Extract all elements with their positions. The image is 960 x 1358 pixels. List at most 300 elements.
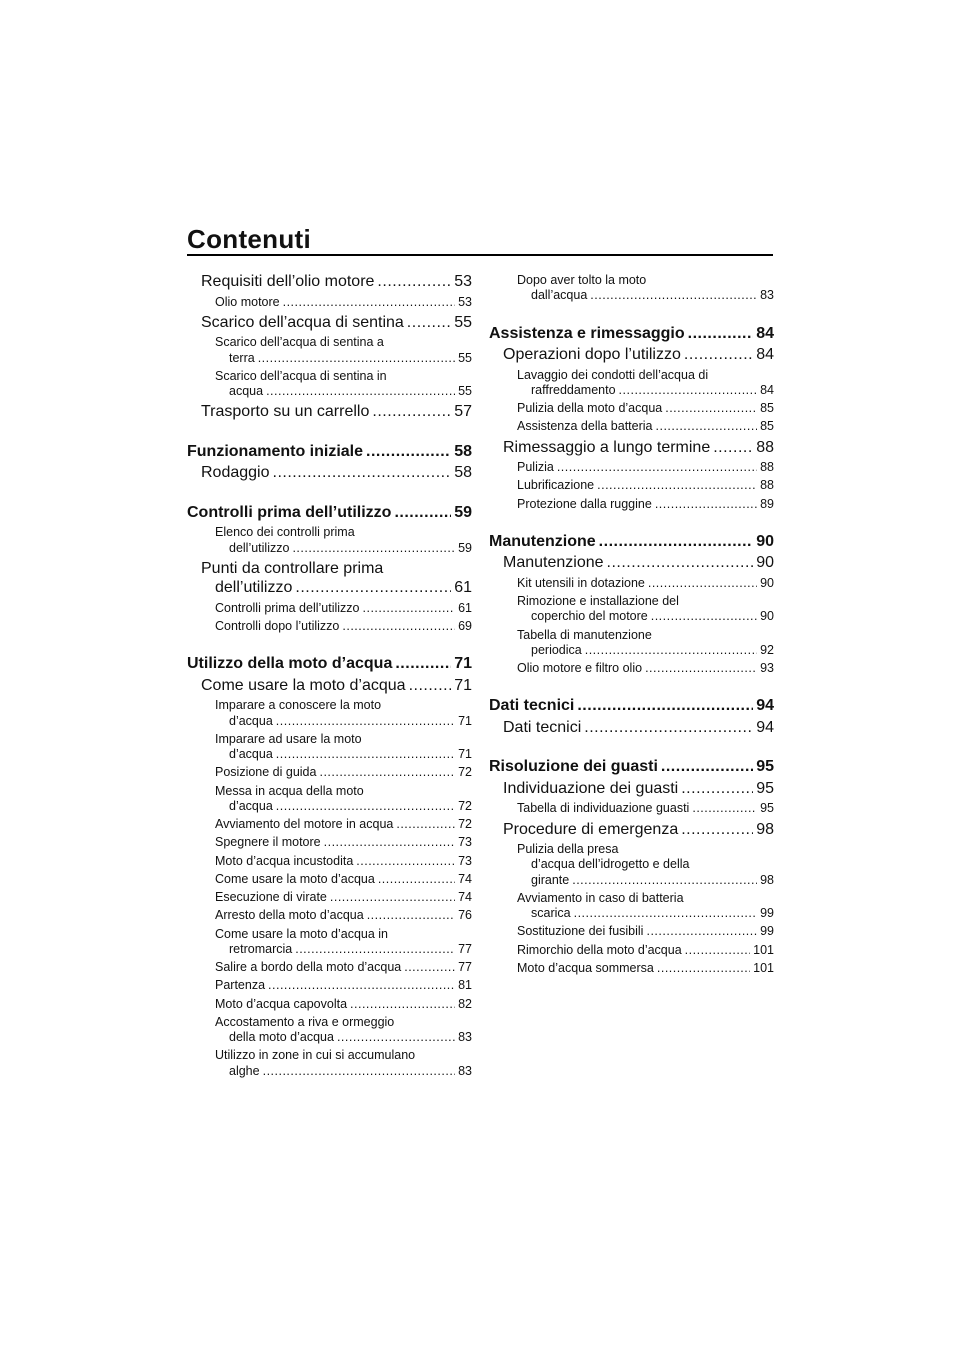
toc-page-number: 59 (454, 503, 472, 521)
toc-entry-row (503, 438, 774, 458)
toc-entry-line: d’acqua dell’idrogetto e della (531, 857, 690, 872)
dot-leader (692, 801, 757, 816)
toc-page-number: 101 (753, 942, 774, 957)
toc-entry-title: Operazioni dopo l’utilizzo (503, 346, 681, 364)
toc-entry-row (215, 908, 472, 923)
toc-page-number: 99 (760, 924, 774, 939)
toc-entry-line: Scarico dell’acqua di sentina in (215, 368, 387, 383)
toc-entry-row (503, 553, 774, 573)
toc-entry[interactable] (187, 1048, 472, 1079)
toc-entry-row (187, 654, 472, 674)
toc-entry-title: Trasporto su un carrello (201, 403, 370, 421)
toc-entry[interactable] (489, 594, 774, 625)
toc-entry-title: Olio motore e filtro olio (517, 661, 643, 676)
toc-entry[interactable] (187, 817, 472, 832)
toc-page-number: 90 (760, 609, 774, 624)
toc-entry-title: Protezione dalla ruggine (517, 496, 652, 511)
dot-leader (295, 942, 455, 957)
toc-entry-title: Dati tecnici (503, 718, 582, 736)
toc-entry-row (215, 351, 472, 366)
dot-leader (655, 497, 757, 512)
dot-leader (350, 997, 455, 1012)
dot-leader (363, 601, 456, 616)
toc-entry-row (215, 765, 472, 780)
dot-leader (656, 419, 758, 434)
toc-entry-row (517, 961, 774, 976)
dot-leader (665, 401, 757, 416)
toc-entry[interactable] (489, 273, 774, 304)
toc-page-number: 53 (458, 294, 472, 309)
dot-leader (681, 820, 753, 840)
title-rule (187, 254, 773, 256)
dot-leader (396, 817, 455, 832)
dot-leader (599, 532, 754, 552)
toc-entry-title: d’acqua (229, 713, 273, 728)
toc-entry-title: acqua (229, 384, 264, 399)
toc-entry-title: coperchio del motore (531, 609, 648, 624)
toc-page-number: 55 (458, 350, 472, 365)
toc-entry-row (215, 1064, 472, 1079)
toc-entry-title: Controlli prima dell’utilizzo (215, 600, 360, 615)
toc-page-number: 58 (454, 464, 472, 482)
toc-entry-title: Individuazione dei guasti (503, 779, 679, 797)
toc-page-number: 61 (454, 579, 472, 597)
toc-page-number: 58 (454, 442, 472, 460)
toc-entry-title: Come usare la moto d’acqua (201, 676, 406, 694)
toc-page-number: 72 (458, 817, 472, 832)
dot-leader (713, 438, 753, 458)
toc-entry-title: Scarico dell’acqua di sentina (201, 313, 404, 331)
toc-entry-title: dell’utilizzo (215, 579, 293, 597)
toc-entry-row (215, 978, 472, 993)
toc-entry-row (489, 757, 774, 777)
toc-page-number: 74 (458, 890, 472, 905)
toc-entry[interactable] (187, 1015, 472, 1046)
toc-entry[interactable] (187, 619, 472, 634)
toc-entry-row (517, 288, 774, 303)
toc-page-number: 83 (760, 288, 774, 303)
toc-entry-title: della moto d’acqua (229, 1030, 334, 1045)
toc-entry-line: Come usare la moto d’acqua in (215, 926, 389, 941)
toc-entry-title: retromarcia (229, 941, 293, 956)
toc-entry-row (489, 324, 774, 344)
toc-page-number: 83 (458, 1063, 472, 1078)
toc-entry-row (517, 924, 774, 939)
dot-leader (590, 288, 757, 303)
dot-leader (342, 619, 455, 634)
dot-leader (646, 924, 757, 939)
toc-page-number: 88 (756, 438, 774, 456)
toc-entry-line: Rimozione e installazione del (517, 594, 679, 609)
dot-leader (574, 906, 758, 921)
toc-entry-title: Utilizzo della moto d’acqua (187, 655, 393, 673)
toc-section-heading[interactable] (489, 324, 774, 344)
toc-entry[interactable] (489, 368, 774, 399)
toc-entry-title: Salire a bordo della moto d’acqua (215, 960, 402, 975)
toc-page-number: 71 (458, 713, 472, 728)
toc-entry-title: Risoluzione dei guasti (489, 758, 658, 776)
toc-entry-row (517, 478, 774, 493)
toc-entry[interactable] (489, 779, 774, 799)
toc-entry-title: Kit utensili in dotazione (517, 575, 645, 590)
dot-leader (273, 463, 452, 483)
toc-page-number: 83 (458, 1030, 472, 1045)
toc-entry-row (215, 1030, 472, 1045)
toc-entry-title: Rimessaggio a lungo termine (503, 438, 711, 456)
dot-leader (645, 661, 757, 676)
dot-leader (367, 908, 455, 923)
toc-entry-title: girante (531, 872, 570, 887)
toc-entry[interactable] (187, 559, 472, 598)
toc-entry-row (201, 463, 472, 483)
toc-page-number: 77 (458, 941, 472, 956)
dot-leader (276, 799, 455, 814)
toc-entry-row (503, 820, 774, 840)
toc-entry-title: Come usare la moto d’acqua (215, 871, 375, 886)
toc-entry[interactable] (489, 497, 774, 512)
toc-entry-row (517, 497, 774, 512)
dot-leader (263, 1064, 456, 1079)
toc-entry-line: Imparare a conoscere la moto (215, 698, 382, 713)
toc-entry-row (517, 943, 774, 958)
toc-page-number: 77 (458, 960, 472, 975)
dot-leader (283, 295, 455, 310)
toc-entry-line: Imparare ad usare la moto (215, 731, 362, 746)
toc-entry-row (201, 402, 472, 422)
toc-entry-row (215, 942, 472, 957)
dot-leader (607, 553, 754, 573)
toc-entry-title: Lubrificazione (517, 478, 595, 493)
toc-entry[interactable] (187, 525, 472, 556)
toc-entry-title: scarica (531, 906, 571, 921)
toc-page-number: 81 (458, 978, 472, 993)
toc-entry-line: Tabella di manutenzione (517, 627, 652, 642)
toc-entry-title: terra (229, 350, 255, 365)
toc-entry[interactable] (187, 872, 472, 887)
toc-entry-row (489, 696, 774, 716)
toc-section-heading[interactable] (489, 696, 774, 716)
toc-entry-row (215, 997, 472, 1012)
toc-entry[interactable] (187, 978, 472, 993)
toc-entry-row (215, 747, 472, 762)
toc-page-number: 94 (756, 718, 774, 736)
dot-leader (404, 960, 455, 975)
toc-page-number: 73 (458, 853, 472, 868)
toc-entry-title: Esecuzione di virate (215, 890, 327, 905)
toc-entry-row (517, 576, 774, 591)
toc-page-number: 73 (458, 835, 472, 850)
toc-entry-row (215, 619, 472, 634)
dot-leader (377, 272, 451, 292)
toc-entry[interactable] (187, 997, 472, 1012)
toc-entry[interactable] (489, 820, 774, 840)
toc-entry[interactable] (489, 661, 774, 676)
toc-entry-title: dall’acqua (531, 288, 588, 303)
toc-entry-row (201, 272, 472, 292)
dot-leader (378, 872, 455, 887)
toc-page-number: 85 (760, 419, 774, 434)
toc-entry-row (215, 960, 472, 975)
toc-entry-title: Requisiti dell’olio motore (201, 273, 375, 290)
toc-entry-line: Punti da controllare prima (201, 559, 384, 577)
toc-entry-title: Moto d’acqua capovolta (215, 996, 348, 1011)
toc-entry-title: Rimorchio della moto d’acqua (517, 942, 682, 957)
toc-entry-line: Dopo aver tolto la moto (517, 273, 647, 287)
toc-entry-row (503, 345, 774, 365)
toc-entry[interactable] (187, 313, 472, 333)
toc-section-heading[interactable] (489, 532, 774, 552)
toc-entry-title: dell’utilizzo (229, 540, 290, 555)
toc-entry-title: Posizione di guida (215, 765, 317, 780)
toc-page-number: 84 (760, 382, 774, 397)
toc-entry[interactable] (187, 765, 472, 780)
toc-entry-title: Rodaggio (201, 464, 270, 482)
page-title: Contenuti (187, 224, 312, 254)
toc-page-number: 88 (760, 478, 774, 493)
toc-entry-row (201, 676, 472, 696)
toc-page-number: 53 (454, 273, 472, 290)
toc-entry[interactable] (187, 908, 472, 923)
toc-entry[interactable] (489, 943, 774, 958)
toc-entry[interactable] (187, 960, 472, 975)
dot-leader (409, 676, 452, 696)
dot-leader (661, 757, 753, 777)
toc-entry-row (517, 460, 774, 475)
dot-leader (585, 643, 757, 658)
toc-entry[interactable] (489, 419, 774, 434)
toc-page-number: 90 (756, 554, 774, 572)
dot-leader (356, 854, 455, 869)
toc-page-number: 89 (760, 496, 774, 511)
toc-entry-row (215, 890, 472, 905)
dot-leader (295, 578, 451, 598)
toc-entry-title: raffreddamento (531, 382, 616, 397)
dot-leader (319, 765, 455, 780)
toc-entry[interactable] (187, 676, 472, 696)
dot-leader (268, 978, 455, 993)
toc-entry-line: Avviamento in caso di batteria (517, 890, 684, 905)
toc-page-number: 71 (454, 676, 472, 694)
toc-page-number: 88 (760, 460, 774, 475)
toc-page-number: 90 (756, 532, 774, 550)
toc-entry-title: Tabella di individuazione guasti (517, 801, 690, 816)
toc-section-heading[interactable] (187, 654, 472, 674)
dot-leader (407, 313, 451, 333)
toc-section-heading[interactable] (187, 442, 472, 462)
toc-entry-title: Assistenza della batteria (517, 419, 653, 434)
toc-entry-row (517, 419, 774, 434)
toc-page-number: 55 (458, 384, 472, 399)
toc-entry-title: Funzionamento iniziale (187, 442, 364, 460)
toc-entry-row (517, 661, 774, 676)
toc-entry-title: Arresto della moto d’acqua (215, 908, 364, 923)
toc-page-number: 98 (760, 872, 774, 887)
toc-page-number: 59 (458, 540, 472, 555)
toc-entry[interactable] (489, 961, 774, 976)
toc-entry[interactable] (489, 553, 774, 573)
toc-page-number: 74 (458, 871, 472, 886)
toc-entry[interactable] (187, 601, 472, 616)
toc-page-number: 93 (760, 661, 774, 676)
toc-page-number: 92 (760, 642, 774, 657)
toc-entry-title: Spegnere il motore (215, 835, 321, 850)
toc-entry-row (215, 601, 472, 616)
toc-entry-title: d’acqua (229, 798, 273, 813)
toc-entry-row (517, 873, 774, 888)
toc-entry[interactable] (489, 401, 774, 416)
dot-leader (648, 576, 757, 591)
toc-entry-row (503, 779, 774, 799)
toc-entry-line: Scarico dell’acqua di sentina a (215, 335, 384, 350)
dot-leader (394, 503, 451, 523)
toc-page-number: 98 (756, 820, 774, 838)
toc-entry[interactable] (187, 402, 472, 422)
toc-entry-title: Sostituzione dei fusibili (517, 924, 644, 939)
toc-entry[interactable] (489, 460, 774, 475)
dot-leader (366, 442, 451, 462)
toc-entry-title: periodica (531, 642, 582, 657)
toc-page-number: 72 (458, 765, 472, 780)
toc-entry-row (517, 401, 774, 416)
toc-entry[interactable] (187, 854, 472, 869)
toc-right-column (489, 270, 774, 979)
toc-entry-title: Dati tecnici (489, 697, 575, 715)
toc-page-number: 82 (458, 996, 472, 1011)
dot-leader (258, 351, 455, 366)
toc-entry-row (201, 578, 472, 598)
toc-section-heading[interactable] (187, 503, 472, 523)
toc-entry-title: Olio motore (215, 294, 280, 309)
toc-entry-line: Elenco dei controlli prima (215, 525, 355, 540)
dot-leader (292, 541, 455, 556)
toc-page-number: 99 (760, 906, 774, 921)
toc-entry-row (215, 384, 472, 399)
toc-entry[interactable] (187, 335, 472, 366)
toc-entry-title: Controlli prima dell’utilizzo (187, 503, 392, 521)
dot-leader (577, 696, 753, 716)
toc-entry-row (517, 906, 774, 921)
toc-entry[interactable] (489, 891, 774, 922)
toc-entry[interactable] (489, 438, 774, 458)
toc-entry-row (517, 801, 774, 816)
dot-leader (681, 779, 753, 799)
toc-page-number: 95 (756, 779, 774, 797)
toc-page-number: 95 (760, 801, 774, 816)
toc-section-heading[interactable] (489, 757, 774, 777)
toc-entry[interactable] (187, 369, 472, 400)
toc-entry-row (187, 503, 472, 523)
toc-entry-row (215, 817, 472, 832)
dot-leader (684, 345, 753, 365)
dot-leader (619, 383, 758, 398)
toc-entry-title: Pulizia della moto d’acqua (517, 401, 663, 416)
dot-leader (337, 1030, 455, 1045)
toc-entry-title: alghe (229, 1063, 260, 1078)
toc-entry-row (215, 854, 472, 869)
dot-leader (372, 402, 451, 422)
toc-entry-row (517, 383, 774, 398)
toc-entry-row (489, 532, 774, 552)
dot-leader (557, 460, 757, 475)
toc-entry[interactable] (187, 927, 472, 958)
toc-entry[interactable] (489, 718, 774, 738)
toc-page-number: 61 (458, 600, 472, 615)
toc-entry[interactable] (489, 842, 774, 888)
toc-entry[interactable] (489, 478, 774, 493)
toc-entry-row (187, 442, 472, 462)
toc-entry-line: Lavaggio dei condotti dell’acqua di (517, 367, 709, 382)
toc-entry-line: Utilizzo in zone in cui si accumulano (215, 1048, 416, 1063)
toc-entry-row (215, 835, 472, 850)
toc-entry[interactable] (187, 295, 472, 310)
toc-entry[interactable] (187, 784, 472, 815)
dot-leader (330, 890, 455, 905)
toc-page-number: 84 (756, 324, 774, 342)
toc-entry[interactable] (187, 890, 472, 905)
dot-leader (266, 384, 455, 399)
toc-entry[interactable] (187, 272, 472, 292)
dot-leader (572, 873, 757, 888)
toc-entry-title: Avviamento del motore in acqua (215, 817, 394, 832)
toc-page-number: 101 (753, 960, 774, 975)
toc-entry[interactable] (489, 628, 774, 659)
toc-entry-title: Manutenzione (503, 554, 604, 572)
toc-entry-row (215, 799, 472, 814)
toc-page-number: 57 (454, 403, 472, 421)
toc-entry-row (215, 541, 472, 556)
toc-entry[interactable] (489, 924, 774, 939)
toc-entry-row (215, 714, 472, 729)
toc-entry[interactable] (187, 732, 472, 763)
toc-entry[interactable] (489, 801, 774, 816)
toc-page-number: 90 (760, 575, 774, 590)
toc-entry-title: Procedure di emergenza (503, 820, 679, 838)
toc-entry[interactable] (489, 576, 774, 591)
dot-leader (657, 961, 750, 976)
dot-leader (685, 943, 750, 958)
toc-entry-line: Messa in acqua della moto (215, 783, 364, 798)
toc-entry-title: Moto d’acqua incustodita (215, 853, 354, 868)
dot-leader (395, 654, 451, 674)
toc-entry[interactable] (187, 698, 472, 729)
toc-left-column (187, 270, 472, 1082)
toc-page-number: 55 (454, 313, 472, 331)
toc-entry-row (215, 872, 472, 887)
dot-leader (597, 478, 757, 493)
toc-page-number: 71 (454, 655, 472, 673)
toc-entry-title: Partenza (215, 978, 266, 993)
toc-page-number: 84 (756, 346, 774, 364)
dot-leader (651, 609, 757, 624)
toc-page-number: 72 (458, 798, 472, 813)
dot-leader (324, 835, 455, 850)
dot-leader (688, 324, 754, 344)
toc-page-number: 76 (458, 908, 472, 923)
dot-leader (276, 747, 455, 762)
toc-entry-row (517, 609, 774, 624)
toc-entry-title: Assistenza e rimessaggio (489, 324, 685, 342)
toc-entry-title: d’acqua (229, 747, 273, 762)
toc-entry-line: Pulizia della presa (517, 842, 619, 857)
toc-entry-title: Manutenzione (489, 532, 596, 550)
toc-entry[interactable] (187, 835, 472, 850)
toc-entry[interactable] (187, 463, 472, 483)
toc-entry[interactable] (489, 345, 774, 365)
dot-leader (276, 714, 455, 729)
toc-entry-row (201, 313, 472, 333)
toc-page-number: 71 (458, 747, 472, 762)
toc-entry-title: Moto d’acqua sommersa (517, 960, 654, 975)
